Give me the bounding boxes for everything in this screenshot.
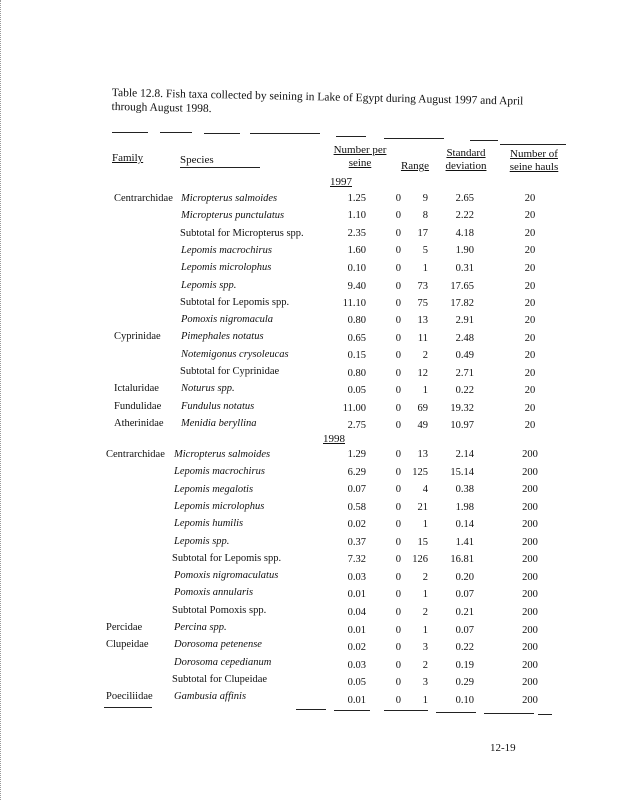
standard-deviation-cell: 2.71 <box>455 368 474 379</box>
number-per-seine-cell: 1.60 <box>347 245 366 257</box>
species-cell: Notemigonus crysoleucas <box>181 348 289 360</box>
table-row <box>0 364 618 380</box>
standard-deviation-cell: 0.38 <box>455 484 474 496</box>
number-per-seine-cell: 0.10 <box>347 262 366 274</box>
table-row <box>0 482 618 498</box>
number-per-seine-cell: 1.29 <box>347 449 366 460</box>
table-row <box>0 399 618 415</box>
species-cell: Gambusia affinis <box>174 691 247 703</box>
header-top-rule <box>336 136 366 137</box>
standard-deviation-cell: 0.10 <box>455 694 474 706</box>
header-top-rule <box>204 133 240 134</box>
number-per-seine-cell: 0.80 <box>347 368 366 379</box>
number-per-seine-cell: 0.01 <box>347 589 366 601</box>
range-min-cell: 0 <box>395 519 401 531</box>
species-cell: Subtotal for Lepomis spp. <box>180 296 290 308</box>
number-per-seine-cell: 0.15 <box>347 350 366 362</box>
standard-deviation-cell: 2.22 <box>455 210 474 222</box>
table-row <box>0 620 618 636</box>
page-number: 12-19 <box>490 742 516 754</box>
table-row <box>0 689 618 705</box>
range-min-cell: 0 <box>395 694 401 706</box>
range-max-cell: 1 <box>422 519 428 531</box>
range-min-cell: 0 <box>395 536 401 548</box>
seine-hauls-cell: 200 <box>522 501 538 513</box>
species-cell: Fundulus notatus <box>181 400 255 412</box>
seine-hauls-cell: 20 <box>524 332 536 344</box>
number-per-seine-cell: 6.29 <box>347 466 366 478</box>
table-row <box>0 655 618 671</box>
seine-hauls-cell: 20 <box>524 210 536 222</box>
number-per-seine-cell: 11.10 <box>342 297 366 309</box>
range-max-cell: 1 <box>422 385 428 397</box>
standard-deviation-cell: 19.32 <box>450 402 474 414</box>
seine-hauls-cell: 200 <box>522 449 538 460</box>
table-bottom-rule <box>436 712 476 713</box>
seine-hauls-cell: 20 <box>524 280 536 292</box>
number-per-seine-cell: 0.02 <box>347 519 366 531</box>
number-per-seine-cell: 0.03 <box>347 571 366 583</box>
species-cell: Dorosoma cepedianum <box>174 656 272 668</box>
standard-deviation-cell: 2.14 <box>455 449 474 460</box>
table-row <box>0 447 618 463</box>
standard-deviation-cell: 2.48 <box>455 332 474 344</box>
species-cell: Lepomis humilis <box>174 518 244 530</box>
family-cell: Cyprinidae <box>114 331 161 343</box>
species-cell: Pomoxis annularis <box>174 587 254 599</box>
species-cell: Lepomis macrochirus <box>174 466 265 478</box>
range-min-cell: 0 <box>395 297 401 309</box>
range-min-cell: 0 <box>395 642 401 654</box>
number-per-seine-cell: 0.05 <box>347 677 366 689</box>
species-cell: Lepomis microlophus <box>174 500 265 512</box>
range-max-cell: 12 <box>417 368 428 379</box>
seine-hauls-cell: 200 <box>522 466 538 478</box>
table-row <box>0 416 618 432</box>
standard-deviation-cell: 4.18 <box>455 227 474 239</box>
family-cell: Ictaluridae <box>114 383 159 395</box>
number-per-seine-cell: 7.32 <box>347 554 366 566</box>
standard-deviation-cell: 0.07 <box>455 589 474 601</box>
species-cell: Lepomis microlophus <box>181 262 272 274</box>
range-max-cell: 75 <box>417 297 428 309</box>
number-per-seine-cell: 0.01 <box>347 694 366 706</box>
table-row <box>0 226 618 242</box>
seine-hauls-cell: 20 <box>524 227 536 239</box>
seine-hauls-cell: 200 <box>522 484 538 496</box>
table-row <box>0 295 618 311</box>
range-max-cell: 49 <box>417 420 428 432</box>
table-row <box>0 499 618 515</box>
standard-deviation-cell: 0.20 <box>455 571 474 583</box>
range-max-cell: 8 <box>422 210 428 222</box>
family-cell: Fundulidae <box>114 400 162 412</box>
seine-hauls-cell: 200 <box>522 589 538 601</box>
standard-deviation-cell: 0.14 <box>455 519 474 531</box>
range-min-cell: 0 <box>395 350 401 362</box>
seine-hauls-cell: 20 <box>524 385 536 397</box>
header-number-of-seine-hauls: Number of seine hauls <box>509 148 559 173</box>
range-max-cell: 3 <box>422 677 428 689</box>
header-top-rule <box>112 132 148 133</box>
range-min-cell: 0 <box>395 368 401 379</box>
range-max-cell: 73 <box>417 280 428 292</box>
range-min-cell: 0 <box>395 449 401 460</box>
range-max-cell: 3 <box>422 642 428 654</box>
range-min-cell: 0 <box>395 677 401 689</box>
seine-hauls-cell: 200 <box>522 536 538 548</box>
species-cell: Lepomis spp. <box>181 279 237 291</box>
range-min-cell: 0 <box>395 420 401 432</box>
number-per-seine-cell: 0.04 <box>347 606 366 618</box>
range-min-cell: 0 <box>395 210 401 222</box>
seine-hauls-cell: 20 <box>524 245 536 257</box>
number-per-seine-cell: 0.58 <box>347 501 366 513</box>
number-per-seine-cell: 2.35 <box>347 227 366 239</box>
seine-hauls-cell: 20 <box>524 368 536 379</box>
table-bottom-rule <box>334 710 370 711</box>
range-max-cell: 125 <box>412 466 428 478</box>
number-per-seine-cell: 0.07 <box>347 484 366 496</box>
standard-deviation-cell: 17.82 <box>450 297 474 309</box>
number-per-seine-cell: 9.40 <box>347 280 366 292</box>
table-row <box>0 312 618 328</box>
table-row <box>0 208 618 224</box>
standard-deviation-cell: 0.07 <box>455 624 474 636</box>
year-label-1997: 1997 <box>330 176 352 188</box>
range-min-cell: 0 <box>395 484 401 496</box>
standard-deviation-cell: 17.65 <box>450 280 474 292</box>
seine-hauls-cell: 200 <box>522 624 538 636</box>
standard-deviation-cell: 16.81 <box>450 554 474 566</box>
table-row <box>0 585 618 601</box>
seine-hauls-cell: 200 <box>522 606 538 618</box>
range-min-cell: 0 <box>395 193 401 204</box>
species-cell: Subtotal for Cyprinidae <box>180 366 280 377</box>
table-row <box>0 516 618 532</box>
number-per-seine-cell: 0.37 <box>347 536 366 548</box>
seine-hauls-cell: 200 <box>522 642 538 654</box>
table-row <box>0 603 618 619</box>
number-per-seine-cell: 0.01 <box>347 624 366 636</box>
family-cell: Percidae <box>106 622 143 633</box>
number-per-seine-cell: 0.65 <box>347 332 366 344</box>
table-bottom-rule <box>296 709 326 710</box>
range-max-cell: 1 <box>422 262 428 274</box>
header-standard-deviation: Standard deviation <box>445 147 487 172</box>
seine-hauls-cell: 20 <box>524 402 536 414</box>
species-cell: Micropterus salmoides <box>181 193 278 204</box>
table-row <box>0 464 618 480</box>
standard-deviation-cell: 0.31 <box>455 262 474 274</box>
table-row <box>0 381 618 397</box>
table-row <box>0 260 618 276</box>
family-cell: Atherinidae <box>114 417 164 429</box>
table-row <box>0 278 618 294</box>
table-bottom-rule <box>384 710 428 711</box>
number-per-seine-cell: 0.05 <box>347 385 366 397</box>
range-max-cell: 2 <box>422 350 428 362</box>
range-max-cell: 1 <box>422 694 428 706</box>
range-max-cell: 1 <box>422 589 428 601</box>
number-per-seine-cell: 1.25 <box>347 193 366 204</box>
range-max-cell: 4 <box>422 484 428 496</box>
number-per-seine-cell: 2.75 <box>347 420 366 432</box>
seine-hauls-cell: 20 <box>524 315 536 327</box>
range-min-cell: 0 <box>395 280 401 292</box>
species-cell: Pomoxis nigromacula <box>181 314 274 326</box>
table-bottom-rule <box>484 713 534 714</box>
table-row <box>0 191 618 207</box>
species-cell: Noturus spp. <box>181 383 235 395</box>
range-max-cell: 5 <box>422 245 428 257</box>
range-min-cell: 0 <box>395 315 401 327</box>
seine-hauls-cell: 200 <box>522 554 538 566</box>
family-cell: Clupeidae <box>106 639 149 651</box>
range-max-cell: 13 <box>417 315 428 327</box>
standard-deviation-cell: 1.90 <box>455 245 474 257</box>
range-max-cell: 2 <box>422 571 428 583</box>
family-cell: Centrarchidae <box>106 449 165 460</box>
header-number-per-seine: Number per seine <box>333 144 387 169</box>
species-cell: Lepomis megalotis <box>174 483 254 495</box>
species-cell: Subtotal for Clupeidae <box>172 673 268 685</box>
table-row <box>0 551 618 567</box>
table-row <box>0 637 618 653</box>
table-row <box>0 243 618 259</box>
header-top-rule <box>250 133 320 134</box>
standard-deviation-cell: 2.91 <box>455 315 474 327</box>
standard-deviation-cell: 0.22 <box>455 385 474 397</box>
species-cell: Percina spp. <box>174 622 227 633</box>
species-cell: Menidia beryllina <box>181 417 257 429</box>
range-max-cell: 2 <box>422 659 428 671</box>
seine-hauls-cell: 20 <box>524 193 536 204</box>
seine-hauls-cell: 20 <box>524 350 536 362</box>
species-cell: Subtotal for Lepomis spp. <box>172 552 282 564</box>
standard-deviation-cell: 0.21 <box>455 606 474 618</box>
species-cell: Micropterus salmoides <box>174 449 271 460</box>
seine-hauls-cell: 200 <box>522 659 538 671</box>
header-top-rule <box>470 140 498 141</box>
species-cell: Pimephales notatus <box>181 331 264 343</box>
number-per-seine-cell: 11.00 <box>342 402 366 414</box>
table-row <box>0 329 618 345</box>
table-row <box>0 568 618 584</box>
range-max-cell: 2 <box>422 606 428 618</box>
range-max-cell: 1 <box>422 624 428 636</box>
year-label-1998: 1998 <box>323 433 345 445</box>
seine-hauls-cell: 200 <box>522 519 538 531</box>
range-max-cell: 11 <box>417 332 428 344</box>
species-cell: Subtotal Pomoxis spp. <box>172 604 267 616</box>
range-min-cell: 0 <box>395 332 401 344</box>
range-min-cell: 0 <box>395 501 401 513</box>
header-top-rule <box>160 132 192 133</box>
range-max-cell: 21 <box>417 501 428 513</box>
species-cell: Dorosoma petenense <box>174 639 262 651</box>
species-cell: Pomoxis nigromaculatus <box>174 570 279 582</box>
range-min-cell: 0 <box>395 624 401 636</box>
number-per-seine-cell: 0.03 <box>347 659 366 671</box>
number-per-seine-cell: 0.80 <box>347 315 366 327</box>
standard-deviation-cell: 1.41 <box>455 536 474 548</box>
range-min-cell: 0 <box>395 262 401 274</box>
header-top-rule <box>500 144 566 145</box>
standard-deviation-cell: 15.14 <box>450 466 474 478</box>
seine-hauls-cell: 20 <box>524 420 536 432</box>
header-family: Family <box>112 152 144 164</box>
standard-deviation-cell: 0.19 <box>455 659 474 671</box>
range-max-cell: 9 <box>422 193 428 204</box>
table-row <box>0 672 618 688</box>
seine-hauls-cell: 200 <box>522 677 538 689</box>
range-max-cell: 13 <box>417 449 428 460</box>
seine-hauls-cell: 20 <box>524 262 536 274</box>
range-min-cell: 0 <box>395 659 401 671</box>
standard-deviation-cell: 2.65 <box>455 193 474 204</box>
header-species: Species <box>180 154 260 168</box>
number-per-seine-cell: 1.10 <box>347 210 366 222</box>
range-min-cell: 0 <box>395 227 401 239</box>
header-top-rule <box>384 138 444 139</box>
range-min-cell: 0 <box>395 466 401 478</box>
standard-deviation-cell: 0.49 <box>455 350 474 362</box>
range-max-cell: 15 <box>417 536 428 548</box>
seine-hauls-cell: 200 <box>522 571 538 583</box>
species-cell: Lepomis macrochirus <box>181 244 272 256</box>
seine-hauls-cell: 20 <box>524 297 536 309</box>
table-bottom-rule <box>538 714 552 715</box>
table-row <box>0 347 618 363</box>
table-bottom-rule <box>104 707 152 708</box>
range-min-cell: 0 <box>395 554 401 566</box>
range-min-cell: 0 <box>395 589 401 601</box>
standard-deviation-cell: 0.29 <box>455 677 474 689</box>
header-range: Range <box>400 160 430 172</box>
standard-deviation-cell: 10.97 <box>450 420 474 432</box>
range-min-cell: 0 <box>395 571 401 583</box>
range-max-cell: 17 <box>417 227 428 239</box>
range-min-cell: 0 <box>395 385 401 397</box>
range-min-cell: 0 <box>395 606 401 618</box>
number-per-seine-cell: 0.02 <box>347 642 366 654</box>
species-cell: Lepomis spp. <box>174 535 230 547</box>
table-row <box>0 534 618 550</box>
species-cell: Micropterus punctulatus <box>181 210 285 222</box>
standard-deviation-cell: 0.22 <box>455 642 474 654</box>
standard-deviation-cell: 1.98 <box>455 501 474 513</box>
range-min-cell: 0 <box>395 245 401 257</box>
species-cell: Subtotal for Micropterus spp. <box>180 227 304 239</box>
table-caption: Table 12.8. Fish taxa collected by seining in Lake of Egypt during August 1997 and April through August 1998. <box>111 86 524 116</box>
range-max-cell: 126 <box>412 554 428 566</box>
seine-hauls-cell: 200 <box>522 694 538 706</box>
range-min-cell: 0 <box>395 402 401 414</box>
family-cell: Poeciliidae <box>106 691 153 703</box>
range-max-cell: 69 <box>417 402 428 414</box>
family-cell: Centrarchidae <box>114 193 173 204</box>
